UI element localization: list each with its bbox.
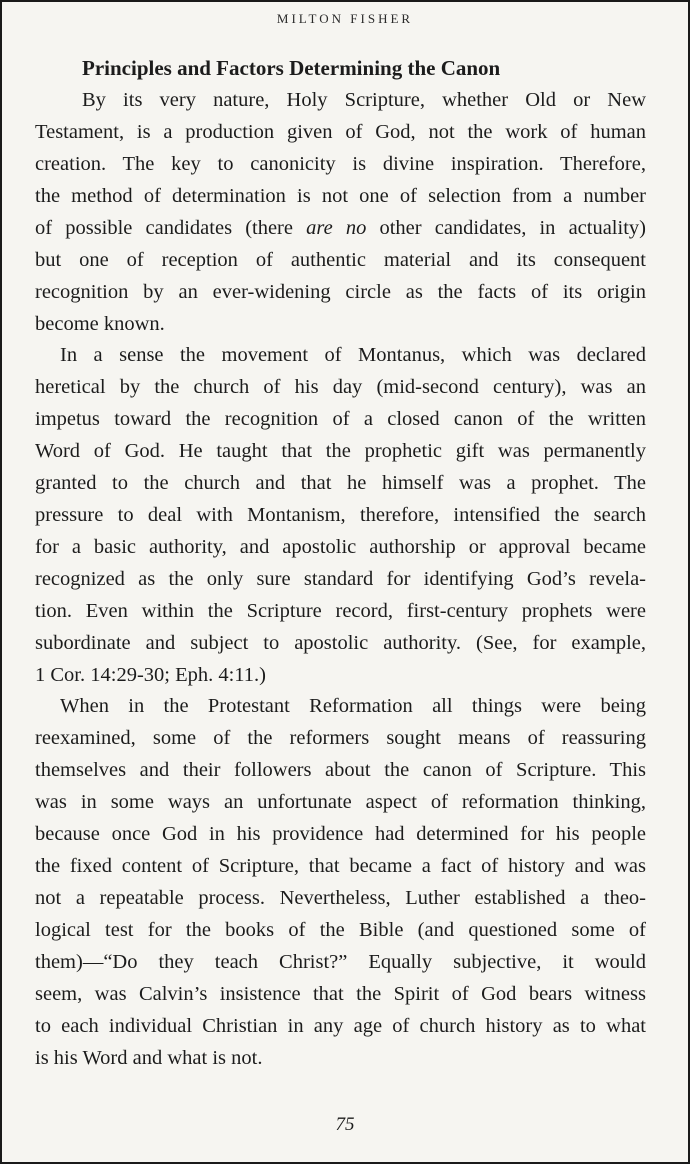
text-line: the method of determination is not one of selection from a number [35,185,646,207]
running-head: MILTON FISHER [276,11,414,26]
text-line: When in the Protestant Reformation all things were being [60,695,646,717]
text-line: subordinate and subject to apostolic authority. (See, for example, [35,632,646,654]
text-line: Testament, is a production given of God, not the work of human [35,121,646,143]
text-line: is his Word and what is not. [35,1047,263,1069]
text-line: recognition by an ever-widening circle as the facts of its origin [35,281,646,303]
text-line: logical test for the books of the Bible (and questioned some of [35,919,646,941]
text-line: themselves and their followers about the canon of Scripture. This [35,759,646,781]
text-line: not a repeatable process. Nevertheless, Luther established a theo- [35,887,646,909]
text-line: Word of God. He taught that the prophetic gift was permanently [35,440,646,462]
text-line: become known. [35,313,165,335]
text-line: creation. The key to canonicity is divine inspiration. Therefore, [35,153,646,175]
emphasis: are no [306,217,367,239]
text-line: because once God in his providence had determined for his people [35,823,646,845]
text-line: seem, was Calvin’s insistence that the Spirit of God bears witness [35,983,646,1005]
text-line: heretical by the church of his day (mid-second century), was an [35,376,646,398]
text-line: 1 Cor. 14:29-30; Eph. 4:11.) [35,664,266,686]
text-line: By its very nature, Holy Scripture, whether Old or New [82,89,646,111]
page-number: 75 [335,1114,355,1135]
text-line: the fixed content of Scripture, that became a fact of history and was [35,855,646,877]
text-line: of possible candidates (there are no other candidates, in actuality) [35,217,646,239]
text-line: reexamined, some of the reformers sought means of reassuring [35,727,646,749]
section-heading: Principles and Factors Determining the Canon [82,56,501,80]
text-line: them)—“Do they teach Christ?” Equally subjective, it would [35,951,646,973]
text-line: but one of reception of authentic material and its consequent [35,249,646,271]
text-line: to each individual Christian in any age of church history as to what [35,1015,646,1037]
text-line: was in some ways an unfortunate aspect of reformation thinking, [35,791,646,813]
text-line: pressure to deal with Montanism, therefore, intensified the search [35,504,646,526]
text-line: for a basic authority, and apostolic authorship or approval became [35,536,646,558]
text-line: In a sense the movement of Montanus, which was declared [60,344,646,366]
text-line: impetus toward the recognition of a closed canon of the written [35,408,646,430]
text-line: recognized as the only sure standard for identifying God’s revela- [35,568,646,590]
text-line: tion. Even within the Scripture record, first-century prophets were [35,600,646,622]
text-line: granted to the church and that he himself was a prophet. The [35,472,646,494]
